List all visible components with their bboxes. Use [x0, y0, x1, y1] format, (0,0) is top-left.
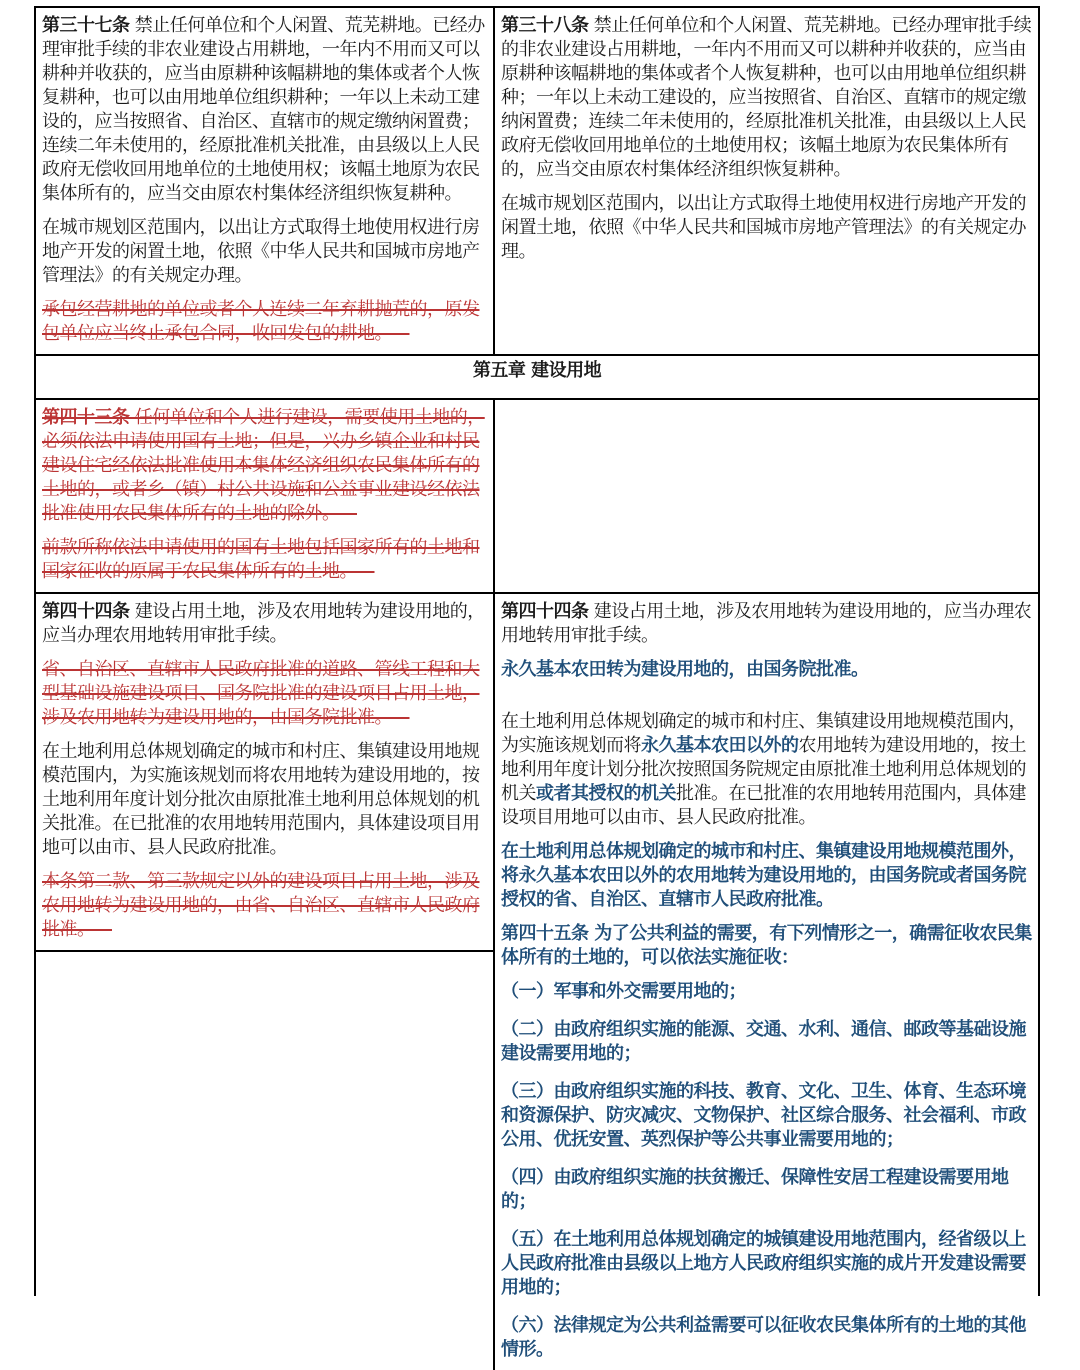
- article-44-old-deleted-paragraph-2: 本条第二款、第三款规定以外的建设项目占用土地，涉及农用地转为建设用地的，由省、自治区、直辖市人民政府批准。 —: [42, 870, 487, 942]
- article-44-run-plain-3: 批准。在已批准的农用地转用范围内，具体建设项目用地可以由市、县人民政府批准。: [501, 783, 1026, 828]
- article-45-item-5: （五）在土地利用总体规划确定的城镇建设用地范围内，经省级以上人民政府批准由县级以上地方人民政府组织实施的成片开发建设需要用地的；: [501, 1229, 1026, 1298]
- cell-articles-44-45-new: [495, 594, 1038, 1370]
- article-45-number: 第四十五条: [501, 923, 589, 944]
- article-45-item-3: （三）由政府组织实施的科技、教育、文化、卫生、体育、生态环境和资源保护、防灾减灾、文物保护、社区综合服务、社会福利、市政公用、优抚安置、英烈保护等公共事业需要用地的；: [501, 1081, 1026, 1150]
- article-37-paragraph-2: 在城市规划区范围内，以出让方式取得土地使用权进行房地产开发的闲置土地，依照《中华人民共和国城市房地产管理法》的有关规定办理。: [42, 217, 480, 286]
- article-38-body: 禁止任何单位和个人闲置、荒芜耕地。已经办理审批手续的非农业建设占用耕地，一年内不用而又可以耕种并收获的，应当由原耕种该幅耕地的集体或者个人恢复耕种，也可以由用地单位组织耕种；一年以上未动工建设的，应当按照省、自治区、直辖市的规定缴纳闲置费；连续二年未使用的，经原批准机关批准，由县级以上人民政府无偿收回用地单位的土地使用权；该幅土地原为农民集体所有的，应当交由原农村集体经济组织恢复耕种。: [501, 15, 1032, 180]
- chapter-heading-row: [36, 356, 1038, 400]
- article-44-new-added-paragraph-1: 永久基本农田转为建设用地的，由国务院批准。: [501, 659, 869, 680]
- article-38-paragraph-2: 在城市规划区范围内，以出让方式取得土地使用权进行房地产开发的闲置土地，依照《中华人民共和国城市房地产管理法》的有关规定办理。: [501, 193, 1026, 262]
- article-45-item-4: （四）由政府组织实施的扶贫搬迁、保障性安居工程建设需要用地的；: [501, 1167, 1009, 1212]
- article-45-item-1: （一）军事和外交需要用地的；: [501, 981, 746, 1002]
- cell-article-37-old: [36, 8, 495, 354]
- article-43-deleted-body: 任何单位和个人进行建设，需要使用土地的，必须依法申请使用国有土地；但是，兴办乡镇企业和村民建设住宅经依法批准使用本集体经济组织农民集体所有的土地的，或者乡（镇）村公共设施和公益事业建设经依法批准使用农民集体所有的土地的除外。: [42, 407, 485, 524]
- article-44-old-number: 第四十四条: [42, 601, 130, 622]
- article-44-new-body: 建设占用土地，涉及农用地转为建设用地的，应当办理农用地转用审批手续。: [501, 601, 1032, 646]
- article-44-run-plain-1: 在土地利用总体规划确定的城市和村庄、集镇建设用地规模范围内，为实施该规划而将: [501, 711, 1026, 756]
- article-44-old-body: 建设占用土地，涉及农用地转为建设用地的，应当办理农用地转用审批手续。: [42, 601, 485, 646]
- cell-article-43-empty: [495, 400, 1038, 592]
- article-45-item-2: （二）由政府组织实施的能源、交通、水利、通信、邮政等基础设施建设需要用地的；: [501, 1019, 1026, 1064]
- row-articles-44-45: [36, 594, 1038, 1370]
- cell-article-43-old: [36, 400, 495, 592]
- cell-bottom-left-empty: [36, 952, 493, 1370]
- article-37-number: 第三十七条: [42, 15, 130, 36]
- row-article-37-38: [36, 8, 1038, 356]
- left-column-stack: [36, 594, 495, 1370]
- article-44-run-added-1: 永久基本农田以外的: [641, 735, 799, 756]
- article-44-run-plain-2: 农用地转为建设用地的，按土地利用年度计划分批次按照国务院规定由原批准土地利用总体规划的机关: [501, 735, 1026, 804]
- row-article-43: [36, 400, 1038, 594]
- article-44-old-paragraph-2: 在土地利用总体规划确定的城市和村庄、集镇建设用地规模范围内，为实施该规划而将农用地转为建设用地的，按土地利用年度计划分批次由原批准土地利用总体规划的机关批准。在已批准的农用地转用范围内，具体建设项目用地可以由市、县人民政府批准。: [42, 741, 480, 858]
- article-45-intro-paragraph: [501, 922, 1032, 970]
- article-37-deleted-paragraph: 承包经营耕地的单位或者个人连续二年弃耕抛荒的，原发包单位应当终止承包合同，收回发包的耕地。 —: [42, 298, 487, 346]
- article-37-paragraph-1: [42, 14, 487, 206]
- cell-article-38-new: [495, 8, 1038, 354]
- article-45-intro: 为了公共利益的需要，有下列情形之一，确需征收农民集体所有的土地的，可以依法实施征收：: [501, 923, 1032, 968]
- chapter-heading: 第五章 建设用地: [472, 360, 602, 381]
- article-43-deleted-paragraph-2: 前款所称依法申请使用的国有土地包括国家所有的土地和国家征收的原属于农民集体所有的土地。 —: [42, 536, 487, 584]
- article-38-paragraph-1: [501, 14, 1032, 182]
- article-43-number: 第四十三条: [42, 407, 130, 428]
- article-44-old-deleted-paragraph-1: 省、自治区、直辖市人民政府批准的道路、管线工程和大型基础设施建设项目、国务院批准的建设项目占用土地，涉及农用地转为建设用地的，由国务院批准。 —: [42, 658, 487, 730]
- article-44-new-paragraph-1: [501, 600, 1032, 648]
- article-44-new-added-paragraph-2: 在土地利用总体规划确定的城市和村庄、集镇建设用地规模范围外，将永久基本农田以外的农用地转为建设用地的，由国务院或者国务院授权的省、自治区、直辖市人民政府批准。: [501, 841, 1026, 910]
- article-37-body: 禁止任何单位和个人闲置、荒芜耕地。已经办理审批手续的非农业建设占用耕地，一年内不用而又可以耕种并收获的，应当由原耕种该幅耕地的集体或者个人恢复耕种，也可以由用地单位组织耕种；一年以上未动工建设的，应当按照省、自治区、直辖市的规定缴纳闲置费；连续二年未使用的，经原批准机关批准，由县级以上人民政府无偿收回用地单位的土地使用权；该幅土地原为农民集体所有的，应当交由原农村集体经济组织恢复耕种。: [42, 15, 485, 204]
- article-44-run-added-2: 或者其授权的机关: [536, 783, 676, 804]
- article-38-number: 第三十八条: [501, 15, 589, 36]
- article-44-new-number: 第四十四条: [501, 601, 589, 622]
- article-44-old-paragraph-1: [42, 600, 487, 648]
- article-45-item-6: （六）法律规定为公共利益需要可以征收农民集体所有的土地的其他情形。: [501, 1315, 1026, 1360]
- article-44-new-mixed-paragraph: [501, 710, 1032, 830]
- comparison-table: [34, 6, 1040, 1360]
- article-43-deleted-paragraph-1: [42, 406, 487, 526]
- cell-article-44-old: [36, 594, 493, 952]
